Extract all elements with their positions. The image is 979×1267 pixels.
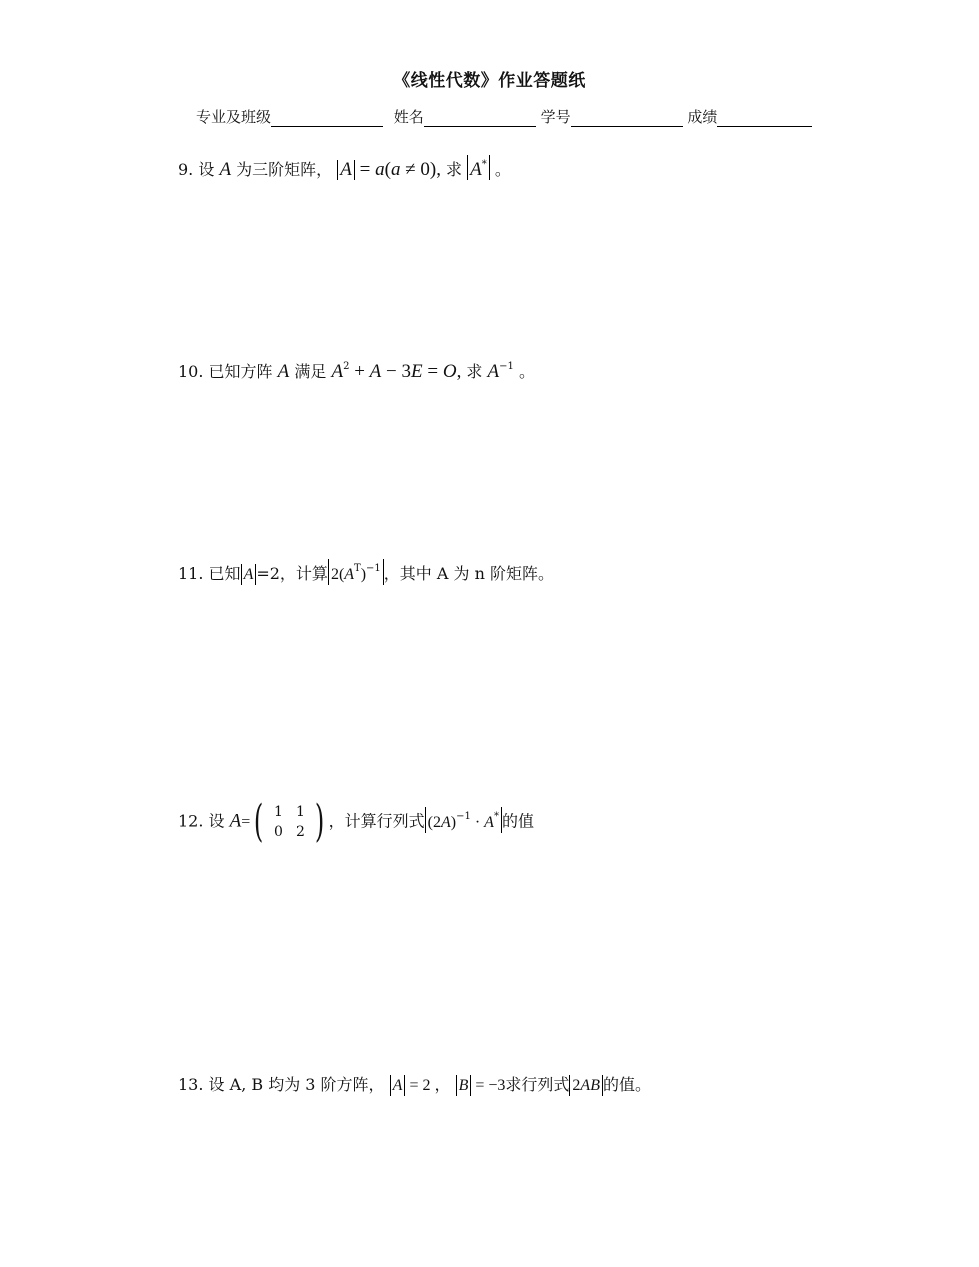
math-expr: A xyxy=(277,361,290,382)
question-text: 的值 xyxy=(501,811,534,831)
matrix-A: ( 1 1 0 2 ) xyxy=(254,796,325,847)
question-text: =2，计算 xyxy=(256,564,328,583)
math-expr: 2AB xyxy=(569,1075,603,1096)
math-expr: $(2A)^{-1} \cdot A^*$ xyxy=(425,807,502,833)
question-text: 设 xyxy=(198,160,215,179)
question-13 xyxy=(178,1072,651,1096)
question-text: 求 xyxy=(466,362,483,381)
question-text: 为三阶矩阵， xyxy=(236,160,333,179)
question-number: 11. xyxy=(178,564,204,583)
matrix-cell: 1 xyxy=(296,804,305,820)
major-class-label: 专业及班级 xyxy=(196,108,272,126)
question-text: ， xyxy=(434,1075,451,1094)
question-11 xyxy=(178,559,554,585)
question-text: 。 xyxy=(494,160,511,179)
matrix-cell: 1 xyxy=(274,804,283,820)
question-text: 设 xyxy=(208,811,225,831)
question-text: ，计算行列式 xyxy=(328,811,425,831)
matrix-cell: 0 xyxy=(274,824,283,840)
math-expr: B = −3 xyxy=(456,1075,506,1094)
question-10 xyxy=(178,359,535,383)
math-expr: $2(A^T)^{-1}$ xyxy=(328,559,384,585)
question-9 xyxy=(178,155,511,181)
name-field[interactable] xyxy=(424,110,536,127)
question-text: 。 xyxy=(518,362,535,381)
question-number: 13. xyxy=(178,1075,204,1094)
student-id-field[interactable] xyxy=(571,110,683,127)
math-expr: A* xyxy=(467,155,490,180)
student-id-label: 学号 xyxy=(540,108,571,126)
question-text: 已知方阵 xyxy=(208,362,273,381)
question-number: 10. xyxy=(178,362,204,381)
question-12: 12. 设 A= ( 1 1 0 2 ) ，计算行列式 $(2A)^{-1} \cdot A^*$ 的值 xyxy=(178,796,534,847)
math-expr: $A^2 + A - 3E = O$, xyxy=(331,361,462,382)
question-text: 的值。 xyxy=(602,1075,651,1094)
name-label: 姓名 xyxy=(393,108,424,126)
question-text: 已知 xyxy=(208,564,241,583)
question-text: ，其中 A 为 n 阶矩阵。 xyxy=(383,564,555,583)
math-expr: A = 2 xyxy=(390,1075,435,1094)
question-number: 12. xyxy=(178,811,204,831)
grade-label: 成绩 xyxy=(687,108,718,126)
student-info-row xyxy=(196,106,806,127)
question-number: 9. xyxy=(178,160,194,179)
grade-field[interactable] xyxy=(717,110,812,127)
question-text: 设 A, B 均为 3 阶方阵， xyxy=(208,1075,385,1094)
math-expr: A xyxy=(219,159,232,180)
math-expr: A = a(a ≠ 0), xyxy=(337,160,441,179)
matrix-cell: 2 xyxy=(296,824,305,840)
page-title: 《线性代数》作业答题纸 xyxy=(393,71,586,91)
question-text: 满足 xyxy=(294,362,327,381)
question-text: 求行列式 xyxy=(505,1075,570,1094)
question-text: 求 xyxy=(446,160,463,179)
math-expr: A xyxy=(229,810,242,832)
major-class-field[interactable] xyxy=(271,110,383,127)
math-expr: $A^{-1}$ xyxy=(487,361,514,382)
math-expr: A xyxy=(241,564,257,585)
